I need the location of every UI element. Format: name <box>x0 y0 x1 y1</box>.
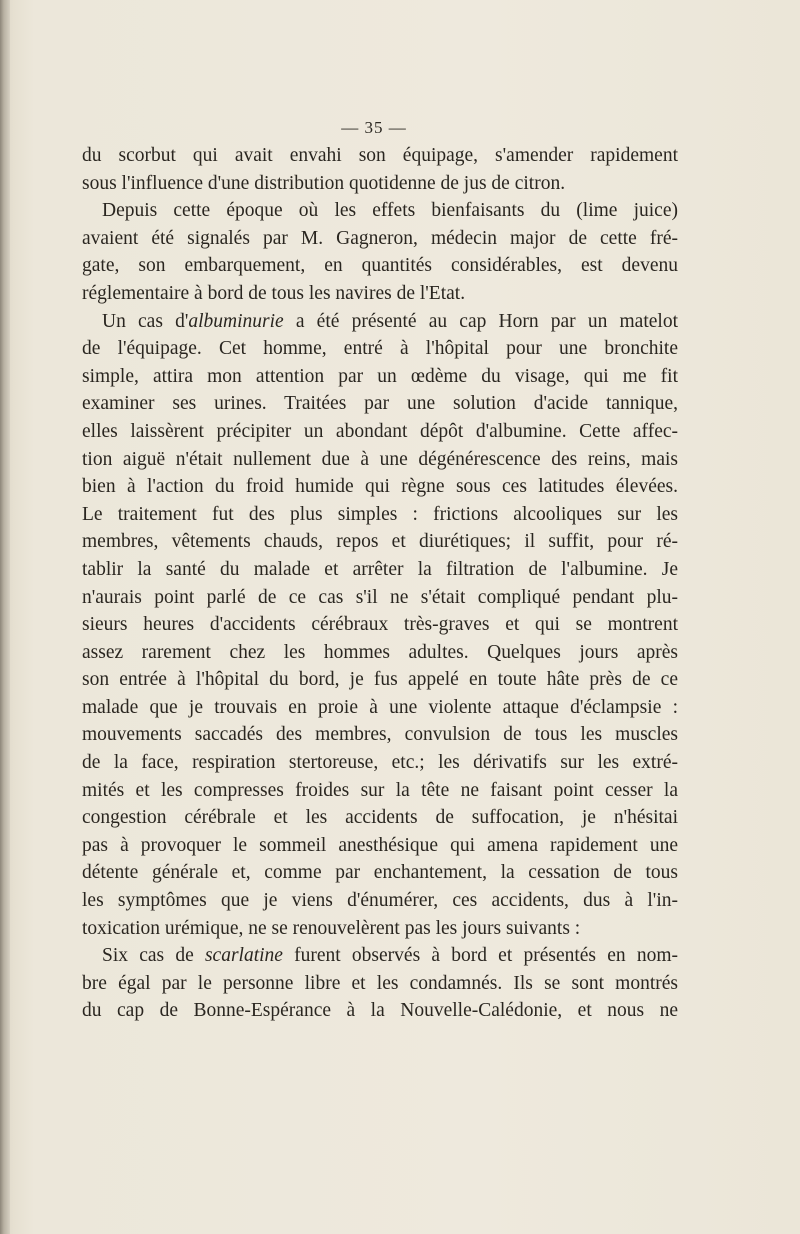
line-rest: furent observés à bord et présentés en nom- <box>282 945 678 967</box>
text-line: examiner ses urines. Traitées par une solution d'acide tannique, <box>82 393 678 415</box>
text-line: sous l'influence d'une distribution quotidenne de jus de citron. <box>82 172 566 194</box>
text-line: pas à provoquer le sommeil anesthésique qui amena rapidement une <box>82 834 678 856</box>
text-line: de la face, respiration stertoreuse, etc.; les dérivatifs sur les extré- <box>82 752 678 774</box>
text-line: malade que je trouvais en proie à une violente attaque d'éclampsie : <box>82 696 678 718</box>
text-line: avaient été signalés par M. Gagneron, médecin major de cette fré- <box>82 227 678 249</box>
text-line: réglementaire à bord de tous les navires de l'Etat. <box>82 282 466 304</box>
text-line: tion aiguë n'était nullement due à une dégénérescence des reins, mais <box>82 448 678 470</box>
text-line: de l'équipage. Cet homme, entré à l'hôpital pour une bronchite <box>82 338 678 360</box>
page-number: — 35 — <box>341 118 407 137</box>
text-line: elles laissèrent précipiter un abondant dépôt d'albumine. Cette affec- <box>82 420 678 442</box>
text-line: du cap de Bonne-Espérance à la Nouvelle-Calédonie, et nous ne <box>82 1000 678 1022</box>
text-line: Depuis cette époque où les effets bienfaisants du (lime juice) <box>102 200 678 222</box>
medical-term: scarlatine <box>204 945 283 967</box>
binding-edge <box>0 0 10 1234</box>
medical-term: albuminurie <box>188 310 284 332</box>
text-line: assez rarement chez les hommes adultes. Quelques jours après <box>82 641 678 663</box>
text-line: membres, vêtements chauds, repos et diurétiques; il suffit, pour ré- <box>82 531 678 553</box>
text-line: congestion cérébrale et les accidents de suffocation, je n'hésitai <box>82 807 678 829</box>
text-line: détente générale et, comme par enchantement, la cessation de tous <box>82 862 678 884</box>
text-line: toxication urémique, ne se renouvelèrent pas les jours suivants : <box>82 917 581 939</box>
text-line-with-term <box>82 308 678 336</box>
text-line: bien à l'action du froid humide qui règne sous ces latitudes élevées. <box>82 476 678 498</box>
text-line: bre égal par le personne libre et les condamnés. Ils se sont montrés <box>82 972 678 994</box>
text-line: Le traitement fut des plus simples : frictions alcooliques sur les <box>82 503 678 525</box>
body-text <box>82 142 678 1025</box>
text-line: du scorbut qui avait envahi son équipage, s'amender rapidement <box>82 145 678 166</box>
text-line: les symptômes que je viens d'énumérer, ces accidents, dus à l'in- <box>82 890 678 912</box>
text-line: n'aurais point parlé de ce cas s'il ne s'était compliqué pendant plu- <box>82 586 678 608</box>
text-line-with-term <box>82 942 678 970</box>
text-line: simple, attira mon attention par un œdème du visage, qui me fit <box>82 365 678 387</box>
text-line: mités et les compresses froides sur la tête ne faisant point cesser la <box>82 779 678 801</box>
text-line: sieurs heures d'accidents cérébraux très-graves et qui se montrent <box>82 614 678 636</box>
text-line: mouvements saccadés des membres, convulsion de tous les muscles <box>82 724 678 746</box>
line-rest: a été présenté au cap Horn par un matelot <box>283 310 678 332</box>
text-line: gate, son embarquement, en quantités considérables, est devenu <box>82 255 678 277</box>
text-line: tablir la santé du malade et arrêter la filtration de l'albumine. Je <box>82 558 678 580</box>
line-lead: Un cas d' <box>102 310 189 332</box>
text-line: son entrée à l'hôpital du bord, je fus appelé en toute hâte près de ce <box>82 669 678 691</box>
line-lead: Six cas de <box>102 945 205 967</box>
